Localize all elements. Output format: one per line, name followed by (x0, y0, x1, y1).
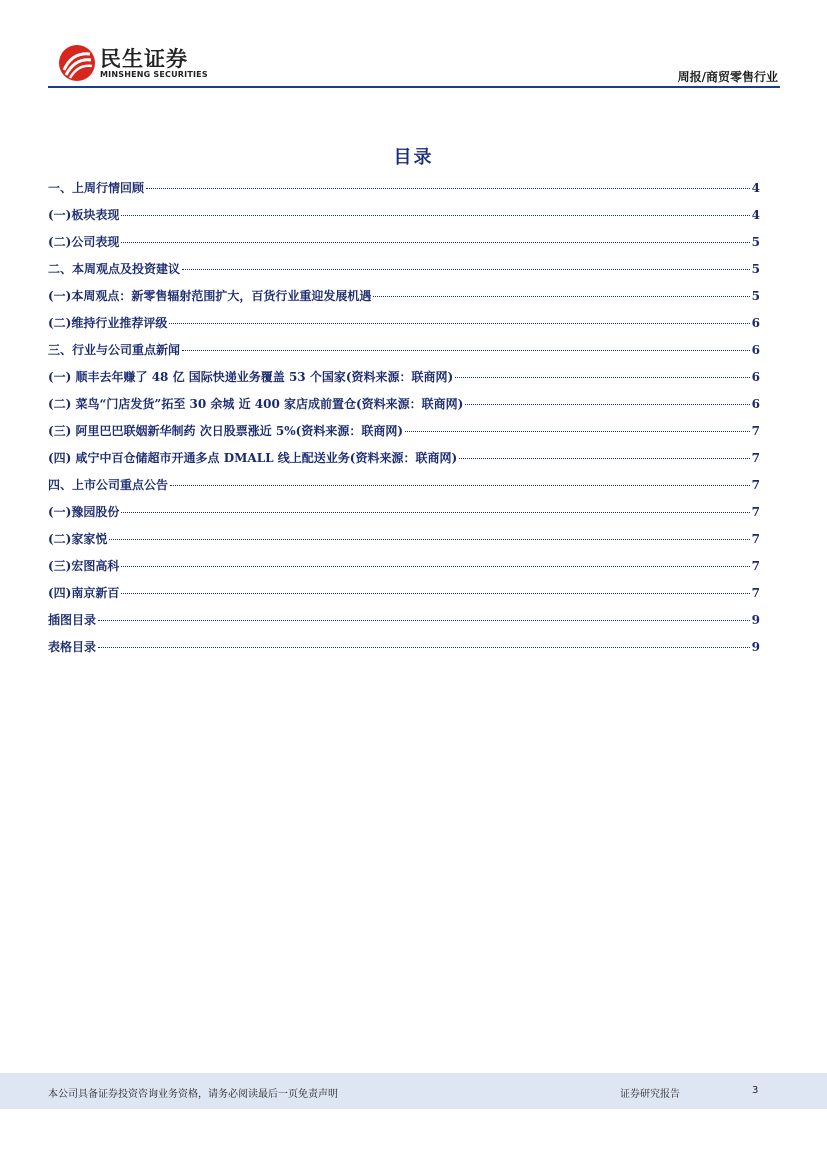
toc-entry-text[interactable]: (一)板块表现 (48, 208, 120, 222)
toc-entry[interactable] (48, 553, 760, 580)
toc-entry-text[interactable]: 一、上周行情回顾 (48, 181, 145, 195)
toc-dot-leader (405, 430, 750, 432)
toc-entry-text[interactable]: (二)维持行业推荐评级 (48, 316, 168, 330)
toc-dot-leader (121, 592, 749, 594)
toc-entry-page[interactable]: 9 (751, 640, 760, 654)
toc-entry-page[interactable]: 7 (751, 586, 760, 600)
toc-entry-page[interactable]: 9 (751, 613, 760, 627)
toc-entry[interactable] (48, 256, 760, 283)
toc-entry[interactable] (48, 229, 760, 256)
toc-dot-leader (169, 322, 749, 324)
logo-chinese-name: 民生证券 (100, 47, 188, 71)
page-number: 3 (752, 1085, 759, 1096)
toc-entry-text[interactable]: (一)本周观点：新零售辐射范围扩大，百货行业重迎发展机遇 (48, 289, 372, 303)
toc-entry-text[interactable]: (三) 阿里巴巴联姻新华制药 次日股票涨近 5%(资料来源：联商网) (48, 424, 403, 438)
toc-entry[interactable] (48, 364, 760, 391)
toc-dot-leader (182, 268, 750, 270)
toc-dot-leader (373, 295, 749, 297)
toc-entry-text[interactable]: 插图目录 (48, 613, 97, 627)
toc-entry-page[interactable]: 6 (751, 343, 760, 357)
toc-entry-page[interactable]: 4 (751, 181, 760, 195)
table-of-contents (48, 175, 760, 661)
toc-entry[interactable] (48, 526, 760, 553)
toc-entry-text[interactable]: (三)宏图高科 (48, 559, 120, 573)
toc-entry-page[interactable]: 5 (751, 262, 760, 276)
toc-dot-leader (109, 538, 749, 540)
toc-entry[interactable] (48, 499, 760, 526)
toc-entry-page[interactable]: 7 (751, 532, 760, 546)
page-footer (0, 1073, 827, 1109)
toc-entry-page[interactable]: 6 (751, 316, 760, 330)
toc-entry[interactable] (48, 310, 760, 337)
toc-entry[interactable] (48, 337, 760, 364)
toc-dot-leader (121, 241, 749, 243)
toc-entry-page[interactable]: 7 (751, 505, 760, 519)
toc-entry-page[interactable]: 5 (751, 235, 760, 249)
toc-title: 目录 (393, 147, 434, 168)
toc-entry-page[interactable]: 7 (751, 424, 760, 438)
toc-entry-page[interactable]: 7 (751, 451, 760, 465)
toc-entry-text[interactable]: (一)豫园股份 (48, 505, 120, 519)
toc-entry-text[interactable]: 三、行业与公司重点新闻 (48, 343, 181, 357)
toc-entry-text[interactable]: (二)家家悦 (48, 532, 108, 546)
toc-entry[interactable] (48, 391, 760, 418)
toc-entry[interactable] (48, 418, 760, 445)
toc-dot-leader (455, 376, 749, 378)
toc-dot-leader (459, 457, 750, 459)
toc-entry[interactable] (48, 580, 760, 607)
minsheng-logo-icon (58, 44, 96, 82)
logo-english-name: MINSHENG SECURITIES (100, 70, 208, 79)
toc-entry[interactable] (48, 175, 760, 202)
toc-entry-page[interactable]: 6 (751, 397, 760, 411)
toc-entry-text[interactable]: 四、上市公司重点公告 (48, 478, 169, 492)
footer-disclaimer: 本公司具备证券投资咨询业务资格，请务必阅读最后一页免责声明 (48, 1089, 338, 1100)
toc-dot-leader (121, 511, 749, 513)
toc-dot-leader (121, 565, 749, 567)
toc-entry-text[interactable]: (四) 咸宁中百仓储超市开通多点 DMALL 线上配送业务(资料来源：联商网) (48, 451, 458, 465)
footer-report-type: 证券研究报告 (620, 1089, 680, 1100)
header-divider (48, 86, 780, 88)
toc-entry[interactable] (48, 202, 760, 229)
toc-dot-leader (170, 484, 750, 486)
toc-entry-text[interactable]: (一) 顺丰去年赚了 48 亿 国际快递业务覆盖 53 个国家(资料来源：联商网) (48, 370, 454, 384)
toc-entry-text[interactable]: (四)南京新百 (48, 586, 120, 600)
toc-dot-leader (146, 187, 750, 189)
toc-entry-page[interactable]: 4 (751, 208, 760, 222)
toc-dot-leader (121, 214, 749, 216)
toc-entry-text[interactable]: (二) 菜鸟“门店发货”拓至 30 余城 近 400 家店成前置仓(资料来源：联商网) (48, 397, 464, 411)
toc-entry-text[interactable]: 表格目录 (48, 640, 97, 654)
toc-dot-leader (182, 349, 750, 351)
toc-entry-page[interactable]: 6 (751, 370, 760, 384)
page-header (48, 38, 780, 88)
toc-entry-text[interactable]: 二、本周观点及投资建议 (48, 262, 181, 276)
toc-entry-text[interactable]: (二)公司表现 (48, 235, 120, 249)
toc-entry[interactable] (48, 283, 760, 310)
toc-entry[interactable] (48, 634, 760, 661)
toc-entry[interactable] (48, 472, 760, 499)
toc-entry-page[interactable]: 7 (751, 559, 760, 573)
toc-dot-leader (98, 646, 750, 648)
toc-entry-page[interactable]: 7 (751, 478, 760, 492)
toc-dot-leader (98, 619, 750, 621)
toc-entry-page[interactable]: 5 (751, 289, 760, 303)
report-category: 周报/商贸零售行业 (677, 70, 778, 84)
toc-dot-leader (465, 403, 749, 405)
toc-entry[interactable] (48, 445, 760, 472)
toc-entry[interactable] (48, 607, 760, 634)
